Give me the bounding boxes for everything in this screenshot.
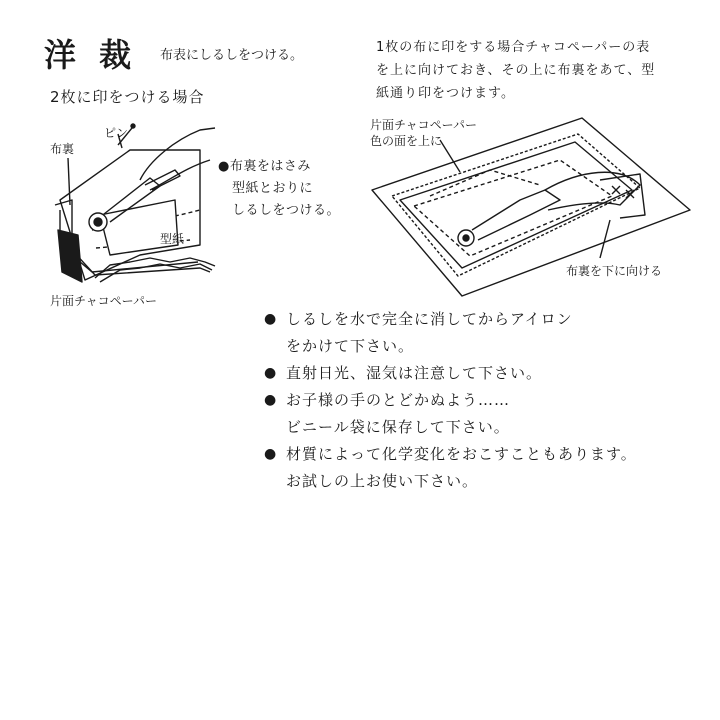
note-line: ビニール袋に保存して下さい。 — [286, 418, 510, 436]
note-line: しるしを水で完全に消してからアイロン — [286, 310, 573, 328]
note-line: をかけて下さい。 — [286, 337, 415, 355]
note-item — [264, 441, 704, 495]
label-fabric-back: 布裏 — [50, 142, 75, 156]
note-line: お試しの上お使い下さい。 — [286, 472, 479, 490]
label-chaco-right-1: 片面チャコペーパー — [370, 118, 478, 132]
right-instruction-line: 1枚の布に印をする場合チャコペーパーの表 — [376, 40, 651, 55]
title-note: 布表にしるしをつける。 — [160, 48, 304, 63]
label-pin: ピン — [104, 126, 129, 140]
right-instruction-line: 紙通り印をつけます。 — [376, 86, 515, 101]
note-item — [264, 387, 704, 441]
left-bullet-line: 型紙とおりに — [232, 181, 314, 196]
bullet-dot-icon: ● — [264, 311, 278, 327]
notes-list — [264, 306, 704, 495]
right-instruction-line: を上に向けておき、その上に布裏をあて、型 — [376, 63, 656, 78]
label-single-chaco: 片面チャコペーパー — [50, 294, 158, 308]
left-bullet-line: ●布裏をはさみ — [218, 159, 311, 174]
page-title: 洋 裁 — [44, 36, 138, 74]
bullet-dot-icon: ● — [264, 392, 278, 408]
note-line: お子様の手のとどかぬよう…… — [286, 391, 511, 409]
label-fabric-down: 布裏を下に向ける — [566, 264, 663, 278]
label-chaco-right-2: 色の面を上に — [370, 134, 443, 148]
subtitle: 2枚に印をつける場合 — [50, 88, 205, 106]
bullet-dot-icon: ● — [264, 365, 278, 381]
note-line: 材質によって化学変化をおこすこともあります。 — [286, 445, 637, 463]
note-line: 直射日光、湿気は注意して下さい。 — [286, 364, 543, 382]
label-pattern: 型紙 — [160, 232, 185, 246]
left-bullet-line: しるしをつける。 — [232, 203, 341, 218]
bullet-dot-icon: ● — [264, 446, 278, 462]
note-item — [264, 360, 704, 387]
note-item — [264, 306, 704, 360]
